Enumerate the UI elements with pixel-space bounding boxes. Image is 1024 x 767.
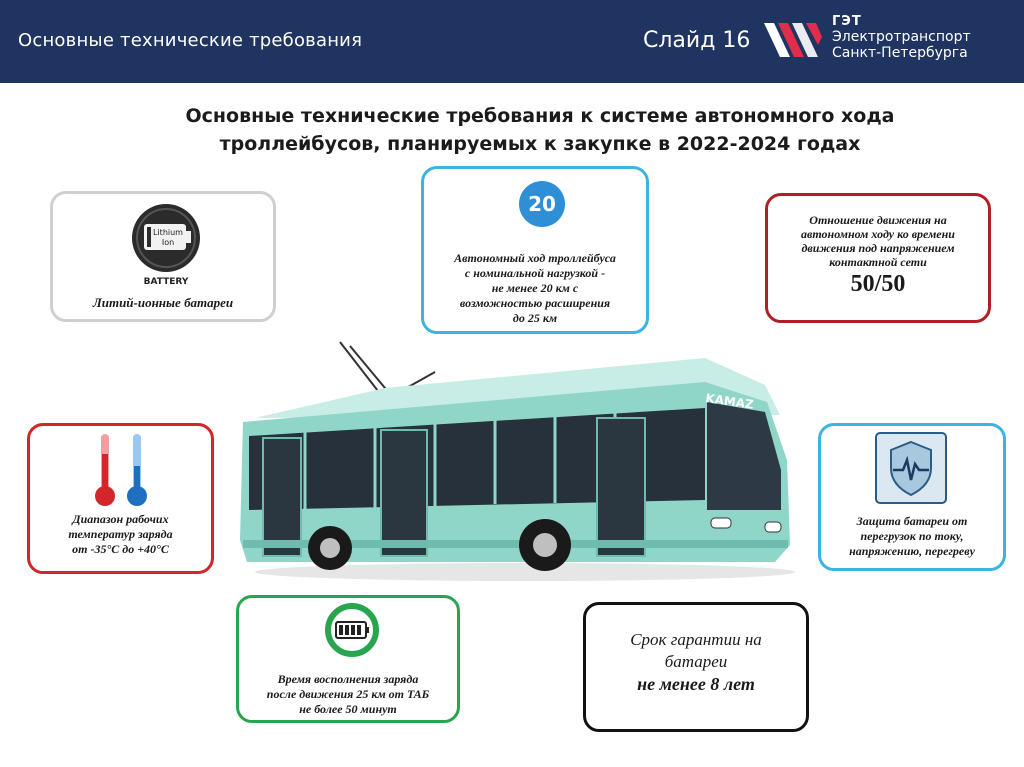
charging-battery-icon (324, 602, 380, 658)
temperature-line-1: Диапазон рабочих (72, 512, 169, 526)
protection-line-1: Защита батареи от (856, 514, 968, 528)
range-line-1: Автономный ход троллейбуса (454, 251, 616, 265)
logo-line-1: ГЭТ (832, 14, 862, 29)
logo-line-3: Санкт-Петербурга (832, 45, 968, 61)
protection-line-2: перегрузок по току, (860, 529, 964, 543)
trolleybus-image (235, 340, 795, 585)
slide-number: Слайд 16 (643, 28, 751, 53)
bus-brand-text: KAMAZ (704, 391, 755, 412)
ratio-line-3: движения под напряжением (801, 241, 955, 255)
range-text (428, 251, 642, 326)
main-title (60, 102, 1020, 158)
protection-line-3: напряжению, перегреву (849, 544, 975, 558)
logo-line-2: Электротранспорт (832, 29, 971, 45)
range-line-5: до 25 км (512, 311, 558, 325)
charge-line-2: после движения 25 км от ТАБ (266, 687, 430, 701)
temperature-line-2: температур заряда (68, 527, 173, 541)
temperature-text (32, 512, 209, 557)
warranty-card (583, 602, 809, 732)
ratio-line-1: Отношение движения на (809, 213, 947, 227)
ratio-value: 50/50 (850, 271, 906, 297)
warranty-line-3: не менее 8 лет (637, 674, 755, 694)
charge-line-1: Время восполнения заряда (277, 672, 419, 686)
logo-text (832, 14, 971, 61)
battery-protection-card (818, 423, 1006, 571)
battery-icon-caption: BATTERY (143, 277, 189, 286)
temperature-range-card (27, 423, 214, 574)
battery-type-card (50, 191, 276, 322)
warranty-line-2: батареи (664, 652, 728, 671)
range-badge: 20 (519, 181, 565, 227)
header-bar (0, 0, 1024, 83)
thermometer-icon (90, 432, 152, 510)
main-title-line-1: Основные технические требования к системе автономного хода (185, 105, 895, 127)
main-title-line-2: троллейбусов, планируемых к закупке в 2022-2024 годах (219, 133, 861, 155)
autonomous-range-card (421, 166, 649, 334)
get-logo-icon (762, 17, 824, 61)
temperature-line-3: от -35°С до +40°С (72, 542, 169, 556)
ratio-text (772, 213, 984, 299)
header-title: Основные технические требования (18, 30, 363, 51)
battery-icon (130, 202, 202, 286)
battery-icon-text-1: Lithium (153, 228, 183, 237)
ratio-line-4: контактной сети (829, 255, 927, 269)
battery-icon-text-2: Ion (161, 238, 175, 247)
charge-line-3: не более 50 минут (299, 702, 397, 716)
ratio-line-2: автономном ходу ко времени (801, 227, 955, 241)
range-line-3: не менее 20 км с (491, 281, 579, 295)
warranty-text (590, 629, 802, 695)
protection-text (823, 514, 1001, 559)
charge-time-card (236, 595, 460, 723)
warranty-line-1: Срок гарантии на (630, 630, 762, 649)
battery-type-label: Литий-ионные батареи (92, 295, 234, 310)
charge-text (241, 672, 455, 717)
drive-ratio-card (765, 193, 991, 323)
range-line-4: возможностью расширения (459, 296, 611, 310)
range-line-2: с номинальной нагрузкой - (464, 266, 606, 280)
shield-pulse-icon (875, 432, 947, 504)
